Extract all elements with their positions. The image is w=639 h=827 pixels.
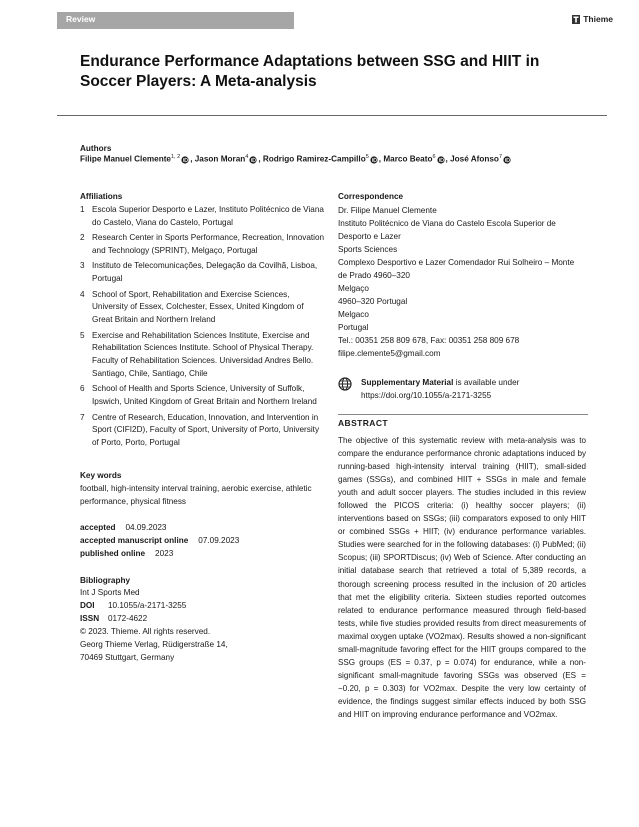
- date-label: accepted: [80, 523, 116, 532]
- affiliation-number: 4: [80, 289, 85, 299]
- author-name: Rodrigo Ramirez-Campillo: [262, 154, 366, 164]
- correspondence-phone: Tel.: 00351 258 809 678, Fax: 00351 258 809 678: [338, 336, 520, 345]
- publisher-address-line: Georg Thieme Verlag, Rüdigerstraße 14,: [80, 640, 228, 649]
- publisher-name: Thieme: [583, 14, 613, 24]
- orcid-icon[interactable]: [370, 156, 378, 164]
- orcid-icon[interactable]: [249, 156, 257, 164]
- orcid-icon[interactable]: [181, 156, 189, 164]
- correspondence-line: Dr. Filipe Manuel Clemente: [338, 206, 437, 215]
- supplementary-label: Supplementary Material: [361, 378, 454, 387]
- author-list: [80, 154, 600, 164]
- correspondence-line: Complexo Desportivo e Lazer Comendador Rui Solheiro – Monte de Prado 4960–320: [338, 258, 575, 280]
- affiliation-text: School of Health and Sports Science, University of Suffolk, Ipswich, United Kingdom of Great Britain and Northern Ireland: [92, 384, 317, 407]
- correspondence-line: Sports Sciences: [338, 245, 398, 254]
- title-divider: [57, 115, 607, 116]
- supplementary-material: [338, 376, 588, 402]
- globe-icon: [338, 377, 352, 391]
- orcid-icon[interactable]: [503, 156, 511, 164]
- affiliation-number: 7: [80, 412, 85, 422]
- article-title: Endurance Performance Adaptations between SSG and HIIT in Soccer Players: A Meta-analysis: [80, 53, 540, 90]
- authors-heading: Authors: [80, 144, 112, 153]
- correspondence-line: Melgaço: [338, 284, 369, 293]
- affiliation-number: 3: [80, 261, 85, 271]
- affiliation-text: Research Center in Sports Performance, Recreation, Innovation and Technology (SPRINT), Melgaço, Portugal: [92, 233, 325, 255]
- affiliation-text: Escola Superior Desporto e Lazer, Instituto Politécnico de Viana do Castelo, Viana do Castelo, Portugal: [92, 205, 324, 227]
- affiliation-item: [80, 232, 325, 258]
- affiliation-item: [80, 383, 325, 409]
- doi-value[interactable]: 10.1055/a-2171-3255: [108, 601, 187, 610]
- correspondence-email[interactable]: filipe.clemente5@gmail.com: [338, 349, 441, 358]
- supplementary-text: [361, 376, 588, 402]
- affiliation-text: School of Sport, Rehabilitation and Exercise Sciences, University of Essex, Colchester, Essex, United Kingdom of Great Britain and Northern Ireland: [92, 289, 304, 325]
- publisher-address-line: 70469 Stuttgart, Germany: [80, 653, 175, 662]
- doi-row: [80, 599, 340, 612]
- affiliation-list: [80, 204, 325, 453]
- section-tag-label: Review: [66, 14, 96, 24]
- correspondence-line: 4960–320 Portugal: [338, 297, 408, 306]
- date-label: accepted manuscript online: [80, 535, 189, 545]
- affiliation-item: [80, 289, 325, 327]
- author-separator: ,: [190, 154, 195, 164]
- affiliation-number: 6: [80, 384, 85, 394]
- affiliation-item: [80, 260, 325, 286]
- keywords-text: football, high-intensity interval training, aerobic exercise, athletic performance, physical fitness: [80, 484, 312, 506]
- date-value: 2023: [155, 548, 174, 558]
- author-separator: ,: [258, 154, 263, 164]
- author-name: Filipe Manuel Clemente: [80, 154, 171, 164]
- issn-label: ISSN: [80, 614, 100, 623]
- thieme-logo-icon: [572, 15, 580, 24]
- affiliation-item: [80, 412, 325, 450]
- publisher-logo: [572, 14, 613, 24]
- correspondence-block: [338, 204, 583, 360]
- affiliation-number: 2: [80, 233, 85, 243]
- affiliation-number: 5: [80, 330, 85, 340]
- abstract-divider: [338, 414, 588, 415]
- publication-dates: [80, 522, 340, 560]
- issn-row: [80, 612, 340, 625]
- author-separator: ,: [378, 154, 384, 164]
- author-affiliation-ref: 4: [245, 154, 249, 160]
- abstract-text: The objective of this systematic review with meta-analysis was to compare the endurance performance chronic adaptations induced by running-based high-intensity interval training (HIIT), small-sided games (SSGs), and combined HIIT + SSGs in male and female youth and adult soccer players. The studies included in this review followed the PICOS criteria: (i) healthy soccer players; (ii) interventions based on SSGs; (iii) comparators exposed to only HIIT or combined SSGs + HIIT; (iv) endurance performance variables. Studies were searched for in the following databases: (i) PubMed; (ii) Scopus; (iii) SPORTDiscus; (iv) Web of Science. After conducting an initial database search that retrieved a total of 5,389 records, a thorough screening process resulted in the inclusion of 20 articles that met the eligibility criteria. Sixteen studies reported outcomes related to endurance performance measured through field-based tests, while five studies provided results from direct measurements of maximal oxygen uptake (VO2max). Results showed a non-significant small-magnitude favoring effect for the HIIT groups compared to the SSG groups (ES = 0.37, p = 0.074) for endurance, while a non-significant small-magnitude favoring SSGs was observed (ES = −0.20, p = 0.303) for VO2max. Despite the very low certainty of evidence, the findings suggest similar effects induced by both SSG and HIIT on improving endurance performance and VO2max.: [338, 436, 586, 719]
- affiliation-item: [80, 330, 325, 381]
- author-affiliation-ref: 5: [365, 154, 369, 160]
- author-name: Marco Beato: [383, 154, 433, 164]
- author-affiliation-ref: 1, 2: [171, 154, 181, 160]
- author-name: José Afonso: [450, 154, 499, 164]
- bibliography: [80, 586, 340, 664]
- date-row-accepted: [80, 522, 340, 535]
- affiliation-number: 1: [80, 205, 85, 214]
- affiliation-text: Instituto de Telecomunicações, Delegação da Covilhã, Lisboa, Portugal: [92, 261, 318, 284]
- author-affiliation-ref: 7: [498, 154, 502, 160]
- date-label: published online: [80, 548, 146, 558]
- doi-label: DOI: [80, 601, 95, 610]
- journal-name: Int J Sports Med: [80, 588, 140, 597]
- bibliography-heading: Bibliography: [80, 576, 131, 585]
- correspondence-heading: Correspondence: [338, 192, 404, 201]
- section-tag: [57, 12, 294, 29]
- date-row-accepted-manuscript: [80, 535, 340, 548]
- correspondence-line: Instituto Politécnico de Viana do Castelo Escola Superior de Desporto e Lazer: [338, 219, 556, 241]
- author-affiliation-ref: 6: [432, 154, 436, 160]
- affiliation-item: [80, 204, 325, 230]
- affiliation-text: Centre of Research, Education, Innovation, and Intervention in Sport (CIFI2D), Faculty of Sport, University of Porto, University of Porto, Porto, Portugal: [92, 412, 320, 448]
- author-name: Jason Moran: [194, 154, 246, 164]
- date-value: 07.09.2023: [198, 535, 240, 545]
- abstract-heading: ABSTRACT: [338, 418, 388, 428]
- affiliation-text: Exercise and Rehabilitation Sciences Institute, Exercise and Rehabilitation Sciences Institute. School of Physical Therapy. Faculty of Rehabilitation Sciences. Universidad Andres Bello. Santiago, Chile, Santiago, Chile: [92, 330, 314, 378]
- orcid-icon[interactable]: [437, 156, 445, 164]
- date-row-published: [80, 548, 340, 561]
- author-separator: ,: [445, 154, 451, 164]
- copyright: © 2023. Thieme. All rights reserved.: [80, 627, 211, 636]
- issn-value: 0172-4622: [108, 614, 148, 623]
- correspondence-line: Portugal: [338, 323, 369, 332]
- supplementary-link[interactable]: is available under https://doi.org/10.1055/a-2171-3255: [361, 378, 520, 400]
- date-value: 04.09.2023: [125, 523, 167, 532]
- affiliations-heading: Affiliations: [80, 192, 123, 201]
- keywords-heading: Key words: [80, 471, 122, 480]
- correspondence-line: Melgaco: [338, 310, 369, 319]
